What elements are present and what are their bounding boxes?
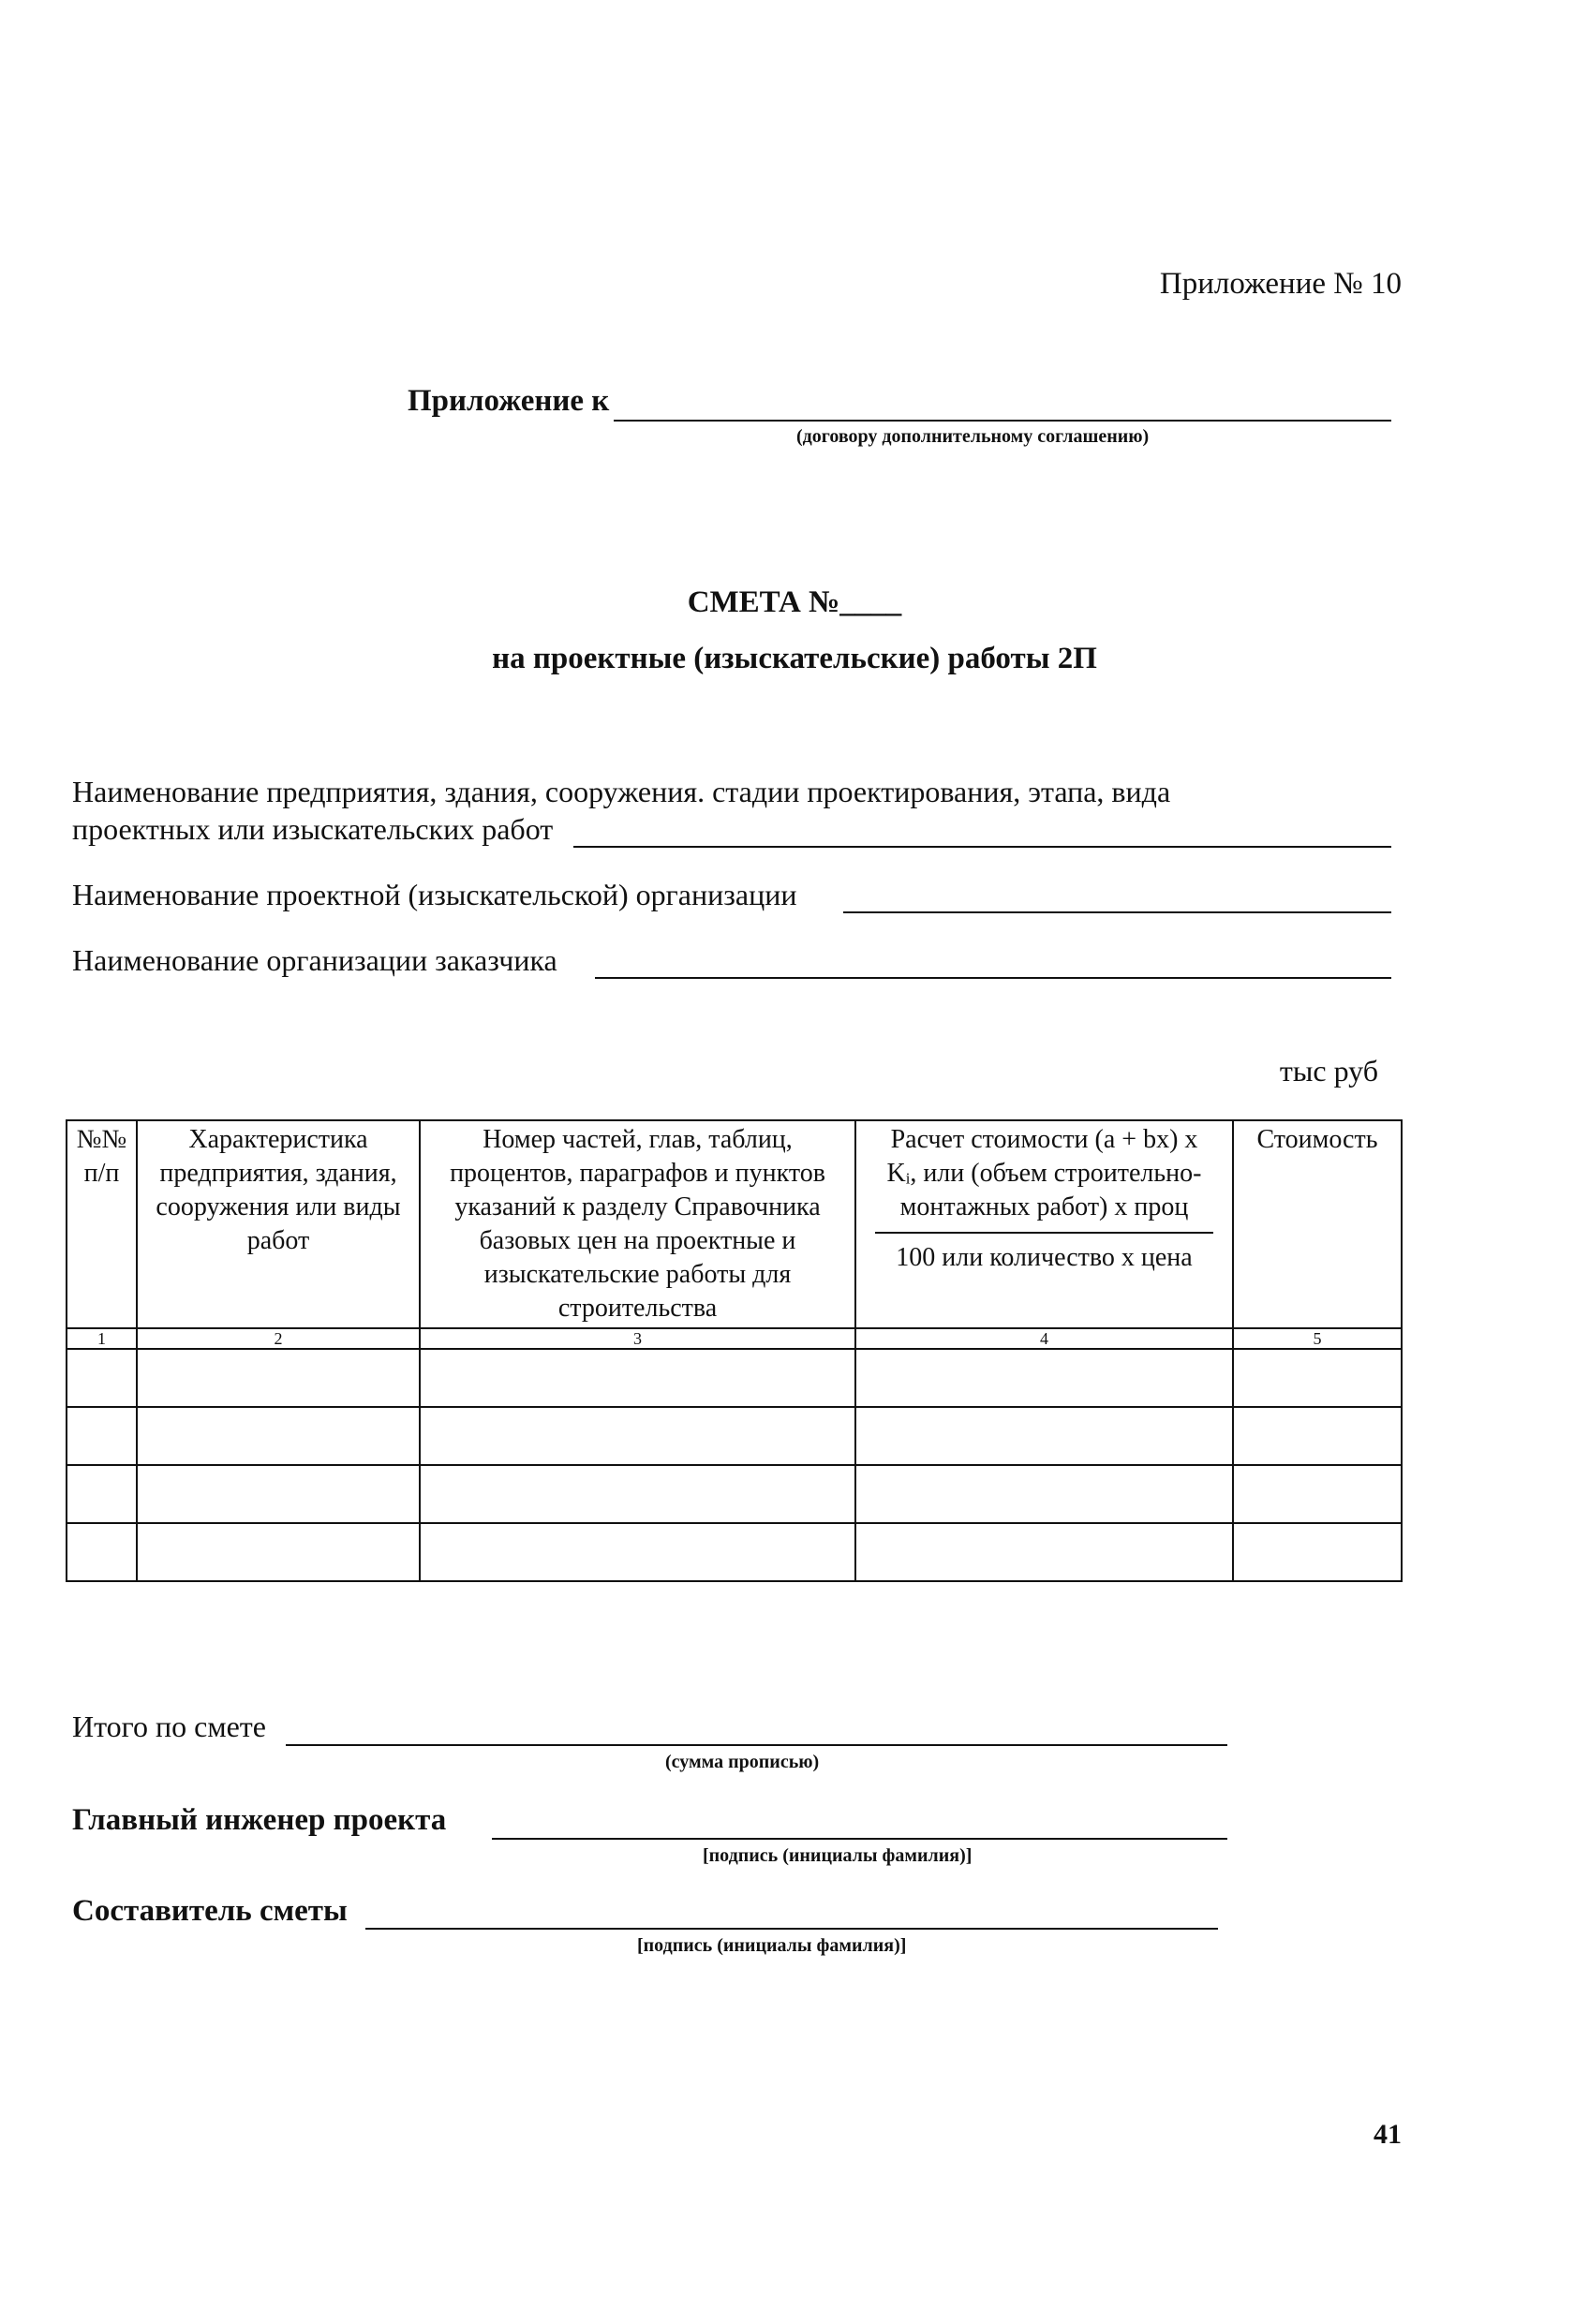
table-row (67, 1523, 1402, 1581)
estimate-title: СМЕТА №____ (687, 585, 902, 619)
table-cell[interactable] (420, 1407, 855, 1465)
table-cell[interactable] (1233, 1407, 1402, 1465)
table-cell[interactable] (1233, 1523, 1402, 1581)
column-number: 3 (420, 1328, 855, 1349)
estimate-author-signature-field[interactable] (365, 1928, 1218, 1930)
column-number: 1 (67, 1328, 137, 1349)
units-label: тыс руб (1279, 1054, 1378, 1088)
table-cell[interactable] (855, 1523, 1233, 1581)
table-cell[interactable] (67, 1349, 137, 1407)
object-name-label-line1: Наименование предприятия, здания, сооружения. стадии проектирования, этапа, вида (72, 775, 1171, 808)
estimate-table (66, 1119, 1403, 1582)
col-reference-header: Номер частей, глав, таблиц, процентов, параграфов и пунктов указаний к разделу Справочника базовых цен на проектные и изыскательские работы для строительства (420, 1120, 855, 1328)
table-row (67, 1349, 1402, 1407)
col-cost-header: Стоимость (1233, 1120, 1402, 1328)
table-row (67, 1465, 1402, 1523)
table-cell[interactable] (137, 1407, 420, 1465)
design-org-label: Наименование проектной (изыскательской) организации (72, 878, 797, 911)
chief-engineer-label: Главный инженер проекта (72, 1803, 447, 1837)
table-cell[interactable] (855, 1465, 1233, 1523)
estimate-author-label: Составитель сметы (72, 1894, 348, 1928)
object-name-field[interactable] (573, 846, 1391, 848)
col-characteristics-header: Характеристика предприятия, здания, сооружения или виды работ (137, 1120, 420, 1328)
table-cell[interactable] (137, 1523, 420, 1581)
table-cell[interactable] (855, 1407, 1233, 1465)
table-cell[interactable] (67, 1465, 137, 1523)
col-number-header: №№ п/п (67, 1120, 137, 1328)
column-number: 4 (855, 1328, 1233, 1349)
attach-to-field[interactable] (614, 420, 1391, 422)
table-cell[interactable] (855, 1349, 1233, 1407)
column-number-row (67, 1328, 1402, 1349)
customer-org-field[interactable] (595, 977, 1391, 979)
column-number: 5 (1233, 1328, 1402, 1349)
table-cell[interactable] (137, 1465, 420, 1523)
appendix-number: Приложение № 10 (1159, 267, 1402, 301)
table-cell[interactable] (137, 1349, 420, 1407)
table-cell[interactable] (67, 1407, 137, 1465)
table-cell[interactable] (420, 1465, 855, 1523)
table-header-row (67, 1120, 1402, 1328)
attach-to-caption: (договору дополнительному соглашению) (796, 426, 1150, 447)
total-field[interactable] (286, 1744, 1227, 1746)
table-cell[interactable] (67, 1523, 137, 1581)
design-org-field[interactable] (843, 911, 1391, 913)
calculation-denominator: 100 или количество x цена (896, 1243, 1193, 1272)
total-label: Итого по смете (72, 1710, 266, 1743)
column-number: 2 (137, 1328, 420, 1349)
total-caption: (сумма прописью) (665, 1752, 820, 1772)
table-cell[interactable] (1233, 1465, 1402, 1523)
object-name-label-line2: проектных или изыскательских работ (72, 812, 554, 846)
customer-org-label: Наименование организации заказчика (72, 943, 557, 977)
estimate-author-caption: [подпись (инициалы фамилия)] (637, 1935, 907, 1956)
table-cell[interactable] (420, 1349, 855, 1407)
attach-to-label: Приложение к (408, 384, 610, 418)
col-calculation-header (855, 1120, 1233, 1328)
chief-engineer-caption: [подпись (инициалы фамилия)] (703, 1845, 973, 1866)
table-cell[interactable] (420, 1523, 855, 1581)
estimate-subtitle: на проектные (изыскательские) работы 2П (492, 642, 1097, 675)
page-number: 41 (1374, 2119, 1402, 2150)
calculation-numerator: Расчет стоимости (a + bx) x Kᵢ, или (объем строительно-монтажных работ) x проц (875, 1121, 1213, 1234)
table-cell[interactable] (1233, 1349, 1402, 1407)
table-row (67, 1407, 1402, 1465)
chief-engineer-signature-field[interactable] (492, 1838, 1227, 1840)
